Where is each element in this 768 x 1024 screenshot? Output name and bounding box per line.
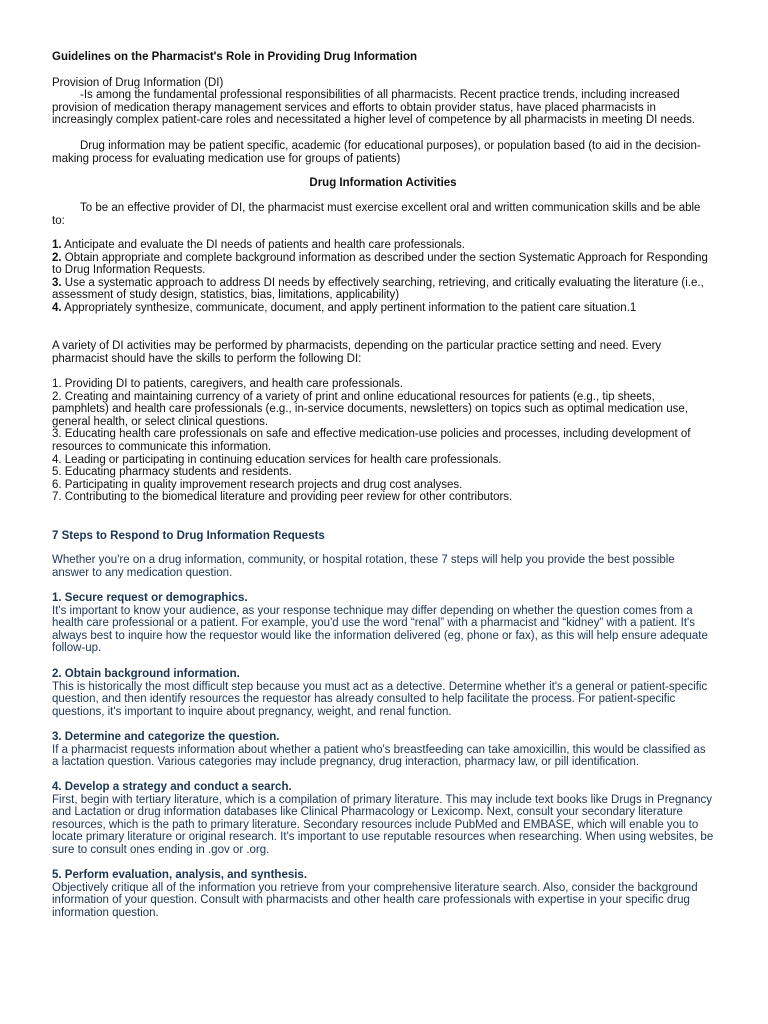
list-number: 1. <box>52 239 62 251</box>
step-5 <box>52 869 714 919</box>
list-number: 2. <box>52 251 62 264</box>
list-text: Use a systematic approach to address DI needs by effectively searching, retrieving, and critically evaluating the literature (i.e., assessment of study design, statistics, bias, limitations, applicability) <box>52 276 704 302</box>
document-title: Guidelines on the Pharmacist's Role in Providing Drug Information <box>52 51 418 63</box>
list-text: Obtain appropriate and complete background information as described under the section Systematic Approach for Responding to Drug Information Requests. <box>52 251 708 277</box>
activities-intro: To be an effective provider of DI, the pharmacist must exercise excellent oral and written communication skills and be able to: <box>52 202 701 227</box>
step-1 <box>52 592 714 655</box>
list-text: Appropriately synthesize, communicate, document, and apply pertinent information to the patient care situation.1 <box>61 301 637 314</box>
list-item <box>52 239 714 252</box>
step-4 <box>52 781 714 857</box>
list-item <box>52 302 714 315</box>
step-text: It's important to know your audience, as your response technique may differ depending on whether the question comes from a health care professional or a patient. For example, you'd use the word “renal” with a pharmacist and “kidney” with a patient. It's always best to inquire how the requestor would like the information delivered (eg, phone or fax), as this will help ensure adequate follow-up. <box>52 604 708 655</box>
list-item: 6. Participating in quality improvement research projects and drug cost analyses. <box>52 478 463 491</box>
list-item: 7. Contributing to the biomedical literature and providing peer review for other contributors. <box>52 491 513 504</box>
skills-list <box>52 239 714 315</box>
step-text: Objectively critique all of the information you retrieve from your comprehensive literature search. Also, consider the background information of your question. Consult with pharmacists and other health care professionals with expertise in your specific drug information question. <box>52 881 698 919</box>
step-text: If a pharmacist requests information about whether a patient who's breastfeeding can take amoxicillin, this would be classified as a lactation question. Various categories may include pregnancy, drug interaction, pharmacy law, or pill identification. <box>52 743 706 769</box>
provision-heading: Provision of Drug Information (DI) <box>52 77 224 89</box>
scope-text: Drug information may be patient specific, academic (for educational purposes), or population based (to aid in the decision-making process for evaluating medication use for groups of patients) <box>52 140 701 165</box>
provision-text: -Is among the fundamental professional responsibilities of all pharmacists. Recent practice trends, including increased provision of medication therapy management services and efforts to obtain provider status, have placed pharmacists in increasingly complex patient-care roles and necessitated a higher level of competence by all pharmacists in meeting DI needs. <box>52 89 696 127</box>
step-title: 5. Perform evaluation, analysis, and synthesis. <box>52 869 308 881</box>
step-2 <box>52 668 714 718</box>
step-3 <box>52 731 714 769</box>
step-title: 2. Obtain background information. <box>52 668 240 680</box>
list-number: 4. <box>52 301 62 314</box>
step-title: 4. Develop a strategy and conduct a search. <box>52 781 292 793</box>
list-text: Anticipate and evaluate the DI needs of patients and health care professionals. <box>61 239 466 251</box>
activities-heading: Drug Information Activities <box>309 177 457 189</box>
variety-text: A variety of DI activities may be performed by pharmacists, depending on the particular practice setting and need. Every pharmacist should have the skills to perform the following DI: <box>52 340 662 365</box>
list-item <box>52 252 714 277</box>
list-item: 1. Providing DI to patients, caregivers, and health care professionals. <box>52 378 403 390</box>
list-item: 3. Educating health care professionals on safe and effective medication-use policies and processes, including development of resources to communicate this information. <box>52 428 691 453</box>
step-title: 3. Determine and categorize the question. <box>52 731 280 743</box>
step-text: First, begin with tertiary literature, which is a compilation of primary literature. This may include text books like Drugs in Pregnancy and Lactation or drug information databases like Clinical Pharmacology or Lexicomp. Next, consult your secondary literature resources, which is the path to primary literature. Secondary resources include PubMed and EMBASE, which will enable you to locate primary literature or original research. It's important to use reputable resources when researching. When using websites, be sure to consult ones ending in .gov or .org. <box>52 793 714 856</box>
list-item: 5. Educating pharmacy students and residents. <box>52 466 292 479</box>
list-number: 3. <box>52 276 62 289</box>
step-title: 1. Secure request or demographics. <box>52 592 248 604</box>
step-text: This is historically the most difficult step because you must act as a detective. Determine whether it's a general or patient-specific question, and then identify resources the requestor has already consulted to help facilitate the process. For patient-specific questions, it's important to inquire about pregnancy, weight, and renal function. <box>52 680 708 718</box>
steps-intro: Whether you're on a drug information, community, or hospital rotation, these 7 steps will help you provide the best possible answer to any medication question. <box>52 554 675 579</box>
list-item: 2. Creating and maintaining currency of a variety of print and online educational resources for patients (e.g., tip sheets, pamphlets) and health care professionals (e.g., in-service documents, newsletters) on topics such as optimal medication use, general health, or select clinical questions. <box>52 390 689 428</box>
di-list <box>52 378 714 504</box>
steps-heading: 7 Steps to Respond to Drug Information Requests <box>52 530 325 542</box>
list-item <box>52 277 714 302</box>
list-item: 4. Leading or participating in continuing education services for health care professionals. <box>52 453 502 466</box>
